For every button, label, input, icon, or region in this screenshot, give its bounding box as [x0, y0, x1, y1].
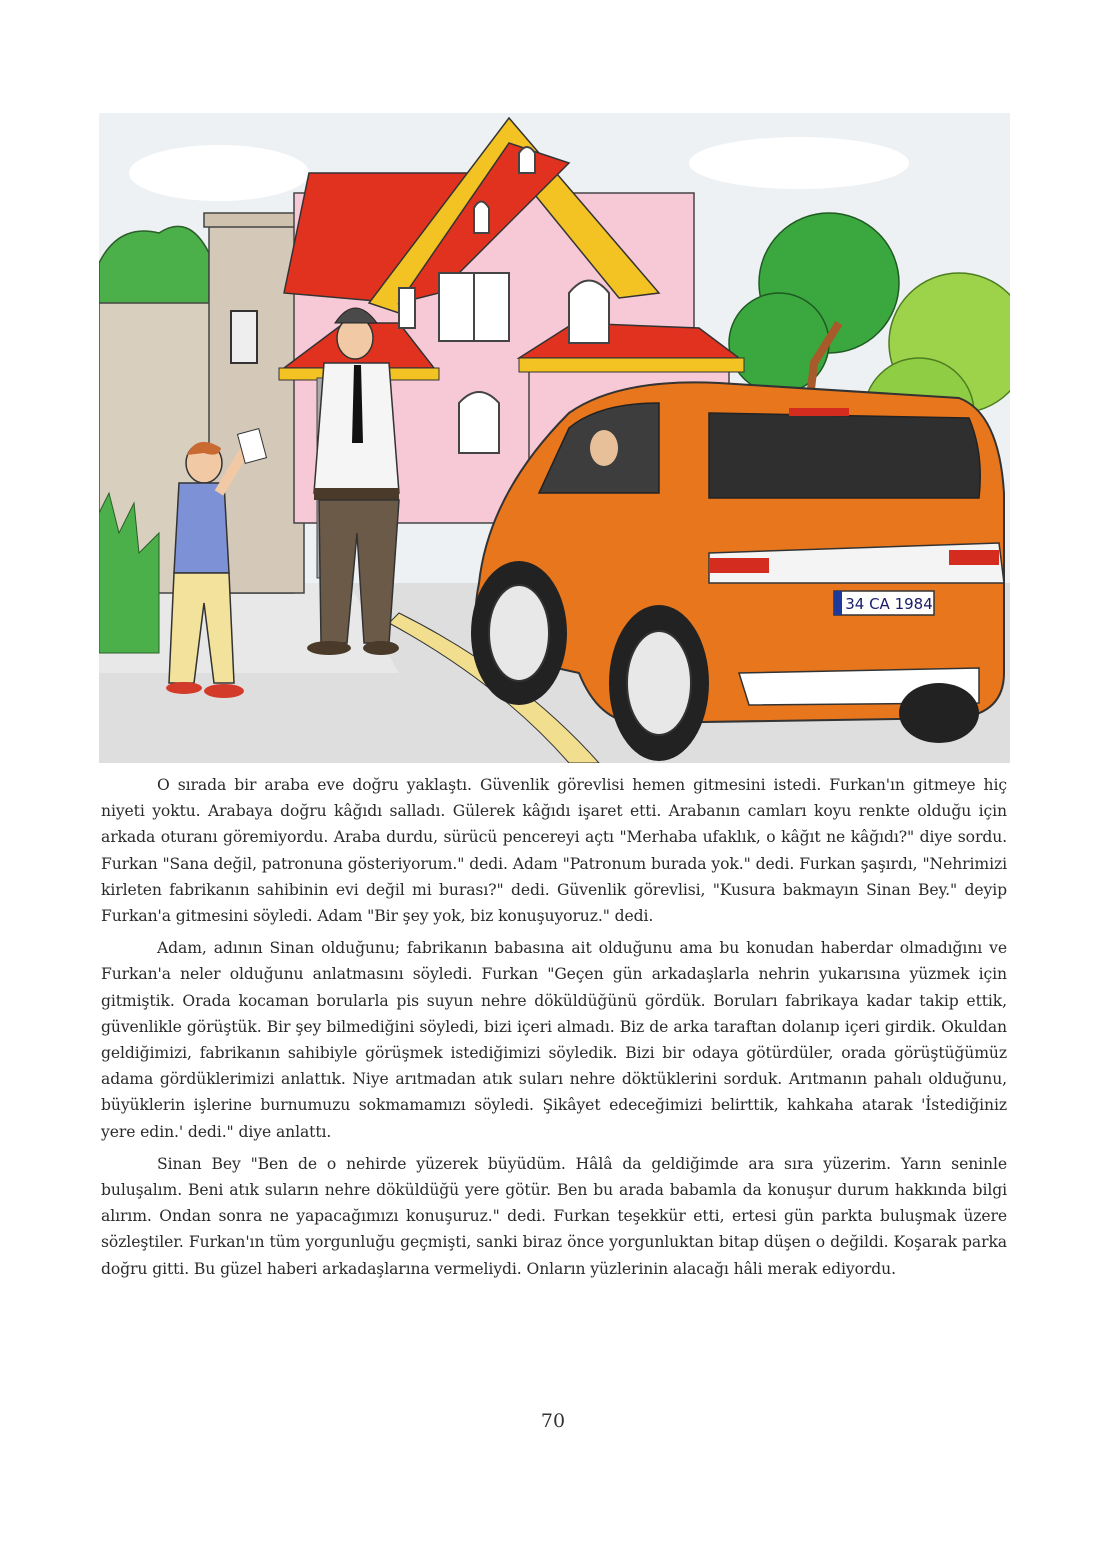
illustration-scene [99, 113, 1010, 763]
story-text [101, 772, 1007, 1288]
house-number-sign [231, 311, 257, 363]
page-number: 70 [540, 1410, 566, 1432]
story-paragraph-3: Sinan Bey "Ben de o nehirde yüzerek büyüdüm. Hâlâ da geldiğimde ara sıra yüzerim. Yarın seninle buluşalım. Beni atık suların nehre döküldüğü yere götür. Ben bu arada babamla da konuşur durum hakkında bilgi alırım. Ondan sonra ne yapacağımızı konuşuruz." dedi. Furkan teşekkür etti, ertesi gün parkta buluşmak üzere sözleştiler. Furkan'ın tüm yorgunluğu geçmişti, sanki biraz önce yorgunluktan bitap düşen o değildi. Koşarak parka doğru gitti. Bu güzel haberi arkadaşlarına vermeliydi. Onların yüzlerinin alacağı hâli merak ediyordu. [101, 1154, 1007, 1278]
story-paragraph-1: O sırada bir araba eve doğru yaklaştı. Güvenlik görevlisi hemen gitmesini istedi. Furkan'ın gitmeye hiç niyeti yoktu. Arabaya doğru kâğıdı salladı. Gülerek kâğıdı işaret etti. Arabanın camları koyu renkte olduğu için arkada oturanı göremiyordu. Araba durdu, sürücü pencereyi açtı "Merhaba ufaklık, o kâğıt ne kâğıdı?" diye sordu. Furkan "Sana değil, patronuna gösteriyorum." dedi. Adam "Patronum burada yok." dedi. Furkan şaşırdı, "Nehrimizi kirleten fabrikanın sahibinin evi değil mi burası?" dedi. Güvenlik görevlisi, "Kusura bakmayın Sinan Bey." deyip Furkan'a gitmesini söyledi. Adam "Bir şey yok, biz konuşuyoruz." dedi. [101, 776, 1007, 926]
story-paragraph-2: Adam, adının Sinan olduğunu; fabrikanın babasına ait olduğunu ama bu konudan haberdar olmadığını ve Furkan'a neler olduğunu anlatmasını söyledi. Furkan "Geçen gün arkadaşlarla nehrin yukarısına yüzmek için gitmiştik. Orada kocaman borularla pis suyun nehre döküldüğünü gördük. Boruları fabrikaya kadar takip ettik, güvenlikle görüştük. Bir şey bilmediğini söyledi, bizi içeri almadı. Biz de arka taraftan dolanıp içeri girdik. Okuldan geldiğimizi, fabrikanın sahibiyle görüşmek istediğimizi söyledik. Bizi bir odaya götürdüler, orada görüştüğümüz adama gördüklerimizi anlattık. Niye arıtmadan atık suları nehre döktüklerini sorduk. Arıtmanın pahalı olduğunu, büyüklerin işlerine burnumuzu sokmamamızı söyledi. Şikâyet edeceğimizi belirttik, kahkaha atarak 'İstediğiniz yere edin.' dedi." diye anlattı. [101, 939, 1007, 1141]
license-plate-text: 34 CA 1984 [845, 595, 933, 613]
story-illustration [99, 113, 1010, 763]
